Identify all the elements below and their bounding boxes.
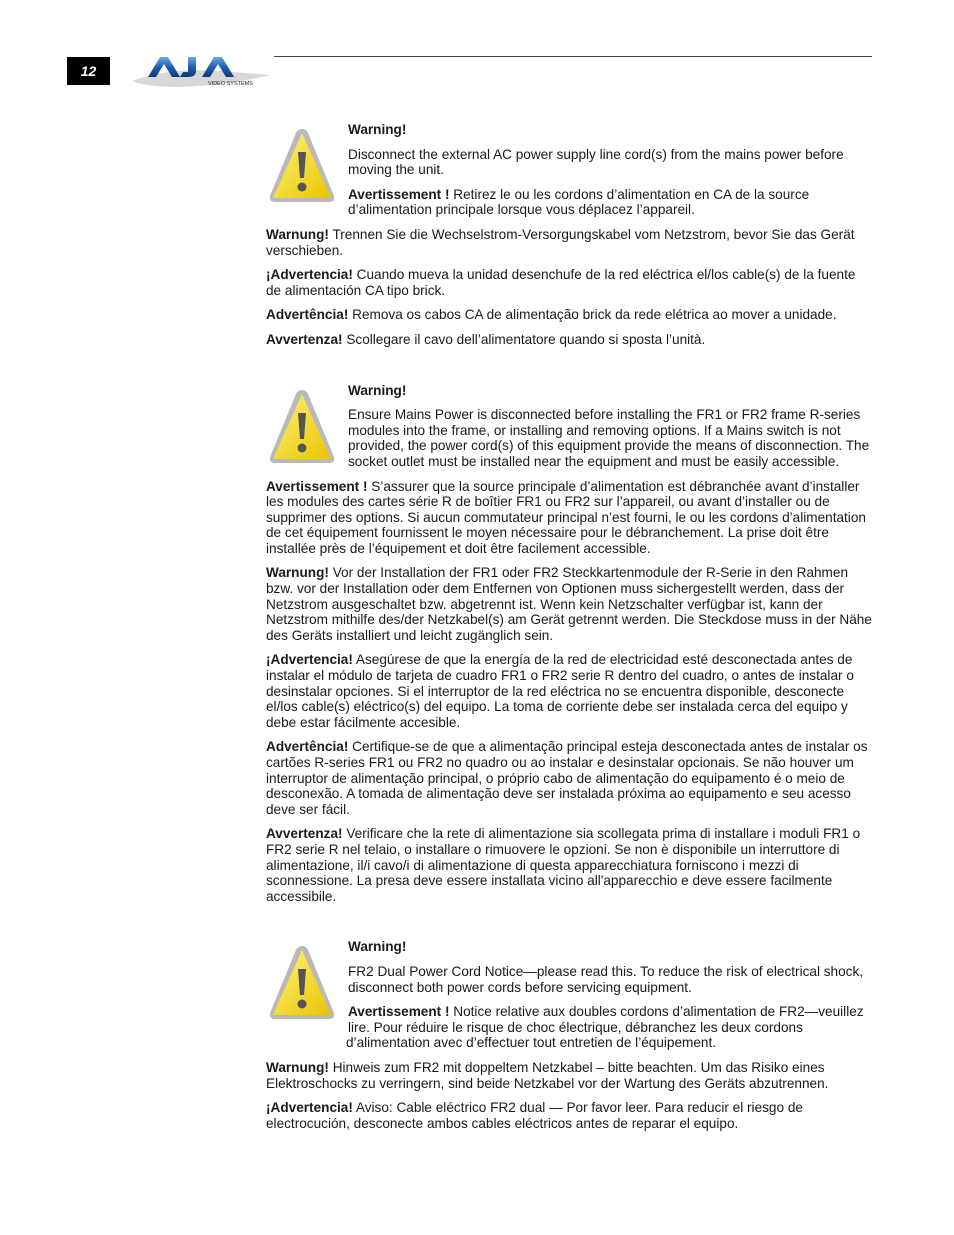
aja-logo <box>130 53 275 89</box>
warning-paragraph: Advertência! Remova os cabos CA de alimentação brick da rede elétrica ao mover a unidade. <box>266 307 837 323</box>
warning-triangle-icon <box>268 387 336 465</box>
warning-paragraph: FR2 Dual Power Cord Notice—please read this. To reduce the risk of electrical shock, disconnect both power cords before servicing equipment. <box>348 963 864 995</box>
warning-paragraph: Advertência! Certifique-se de que a alimentação principal esteja desconectada antes de instalar os cartões R-series FR1 ou FR2 no quadro ou ao instalar e desinstalar opcionais. Se não houver um interruptor de alimentação principal, o próprio cabo de alimentação do equipamento é o meio de desconexão. A tomada de alimentação deve ser instalada próxima ao equipamento e seu acesso deve ser fácil. <box>266 739 868 817</box>
warning-paragraph: Avertissement ! Notice relative aux doubles cordons d’alimentation de FR2—veuillez lire. Pour réduire le risque de choc électrique, débranchez les deux cordons d’alimentation avec d’effectuer tout entretien de l’équipement. <box>346 1004 864 1051</box>
warning-paragraph: ¡Advertencia! Aviso: Cable eléctrico FR2 dual — Por favor leer. Para reducir el riesgo de electrocución, desconecte ambos cables eléctricos antes de reparar el equipo. <box>266 1100 803 1131</box>
warning-paragraph: ¡Advertencia! Asegúrese de que la energía de la red de electricidad esté desconectada antes de instalar el módulo de tarjeta de cuadro FR1 o FR2 serie R dentro del cuadro, o antes de instalar o desinstalar opciones. Si el interruptor de la red eléctrica no se encuentra disponible, desconecte el/los cable(s) eléctrico(s) del equipo. La toma de corriente debe ser instalada cerca del equipo y debe estar fácilmente accesible. <box>266 652 854 730</box>
warning-section <box>266 122 872 348</box>
warning-title: Warning! <box>348 122 407 137</box>
warning-paragraph: Warnung! Trennen Sie die Wechselstrom-Versorgungskabel vom Netzstrom, bevor Sie das Gerät verschieben. <box>266 226 855 258</box>
warning-paragraph: Disconnect the external AC power supply line cord(s) from the mains power before moving the unit. <box>348 146 844 178</box>
warning-triangle-icon <box>268 943 336 1021</box>
warning-paragraph: Ensure Mains Power is disconnected before installing the FR1 or FR2 frame R-series modules into the frame, or installing and removing options. If a Mains switch is not provided, the power cord(s) of this equipment provide the means of disconnection. The socket outlet must be installed near the equipment and must be easily accessible. <box>348 407 870 469</box>
logo-subtitle: VIDEO SYSTEMS <box>208 81 253 87</box>
warning-paragraph: Avertissement ! Retirez le ou les cordons d’alimentation en CA de la source d’alimentation principale lorsque vous déplacez l’appareil. <box>348 186 810 218</box>
warning-paragraph: Warnung! Vor der Installation der FR1 oder FR2 Steckkartenmodule der R-Serie in den Rahmen bzw. vor der Installation oder dem Entfernen von Optionen muss sichergestellt werden, dass der Netzstrom ausgeschaltet bzw. abgetrennt ist. Wenn kein Netzschalter verfügbar ist, kann der Netzstrom mithilfe des/der Netzkabel(s) am Gerät getrennt werden. Die Steckdose muss in der Nähe des Geräts installiert und leicht zugänglich sein. <box>266 565 872 643</box>
warning-paragraph: Avertissement ! S’assurer que la source principale d’alimentation est débranchée avant d’installer les modules des cartes série R de boîtier FR1 ou FR2 sur l’appareil, ou avant d’installer ou de supprimer des options. Si aucun commutateur principal n’est fourni, le ou les cordons d’alimentation de cet équipement fournissent le moyen nécessaire pour le débranchement. La prise doit être installée près de l’équipement et doit être facilement accessible. <box>266 478 866 556</box>
warning-paragraph: Avvertenza! Scollegare il cavo dell’alimentatore quando si sposta l’unità. <box>266 331 706 347</box>
warning-title: Warning! <box>348 382 407 398</box>
page-number: 12 <box>67 57 110 85</box>
warning-section <box>266 939 872 1131</box>
warning-paragraph: Warnung! Hinweis zum FR2 mit doppeltem Netzkabel – bitte beachten. Um das Risiko eines Elektroschocks zu verringern, sind beide Netzkabel vor der Wartung des Geräts abzutrennen. <box>266 1059 829 1091</box>
warning-title: Warning! <box>348 939 407 955</box>
warning-triangle-icon <box>268 126 336 204</box>
warning-paragraph: ¡Advertencia! Cuando mueva la unidad desenchufe de la red eléctrica el/los cable(s) de la fuente de alimentación CA tipo brick. <box>266 267 856 298</box>
warning-section <box>266 383 872 905</box>
warning-paragraph: Avvertenza! Verificare che la rete di alimentazione sia scollegata prima di installare i moduli FR1 o FR2 serie R nel telaio, o installare o rimuovere le opzioni. Se non è disponibile un interruttore di alimentazione, il/i cavo/i di alimentazione di questa apparecchiatura forniscono i mezzi di sconnessione. La presa deve essere installata vicino all'apparecchio e deve essere facilmente accessibile. <box>266 826 861 904</box>
header-rule <box>274 56 872 57</box>
warnings-content <box>266 122 872 1166</box>
